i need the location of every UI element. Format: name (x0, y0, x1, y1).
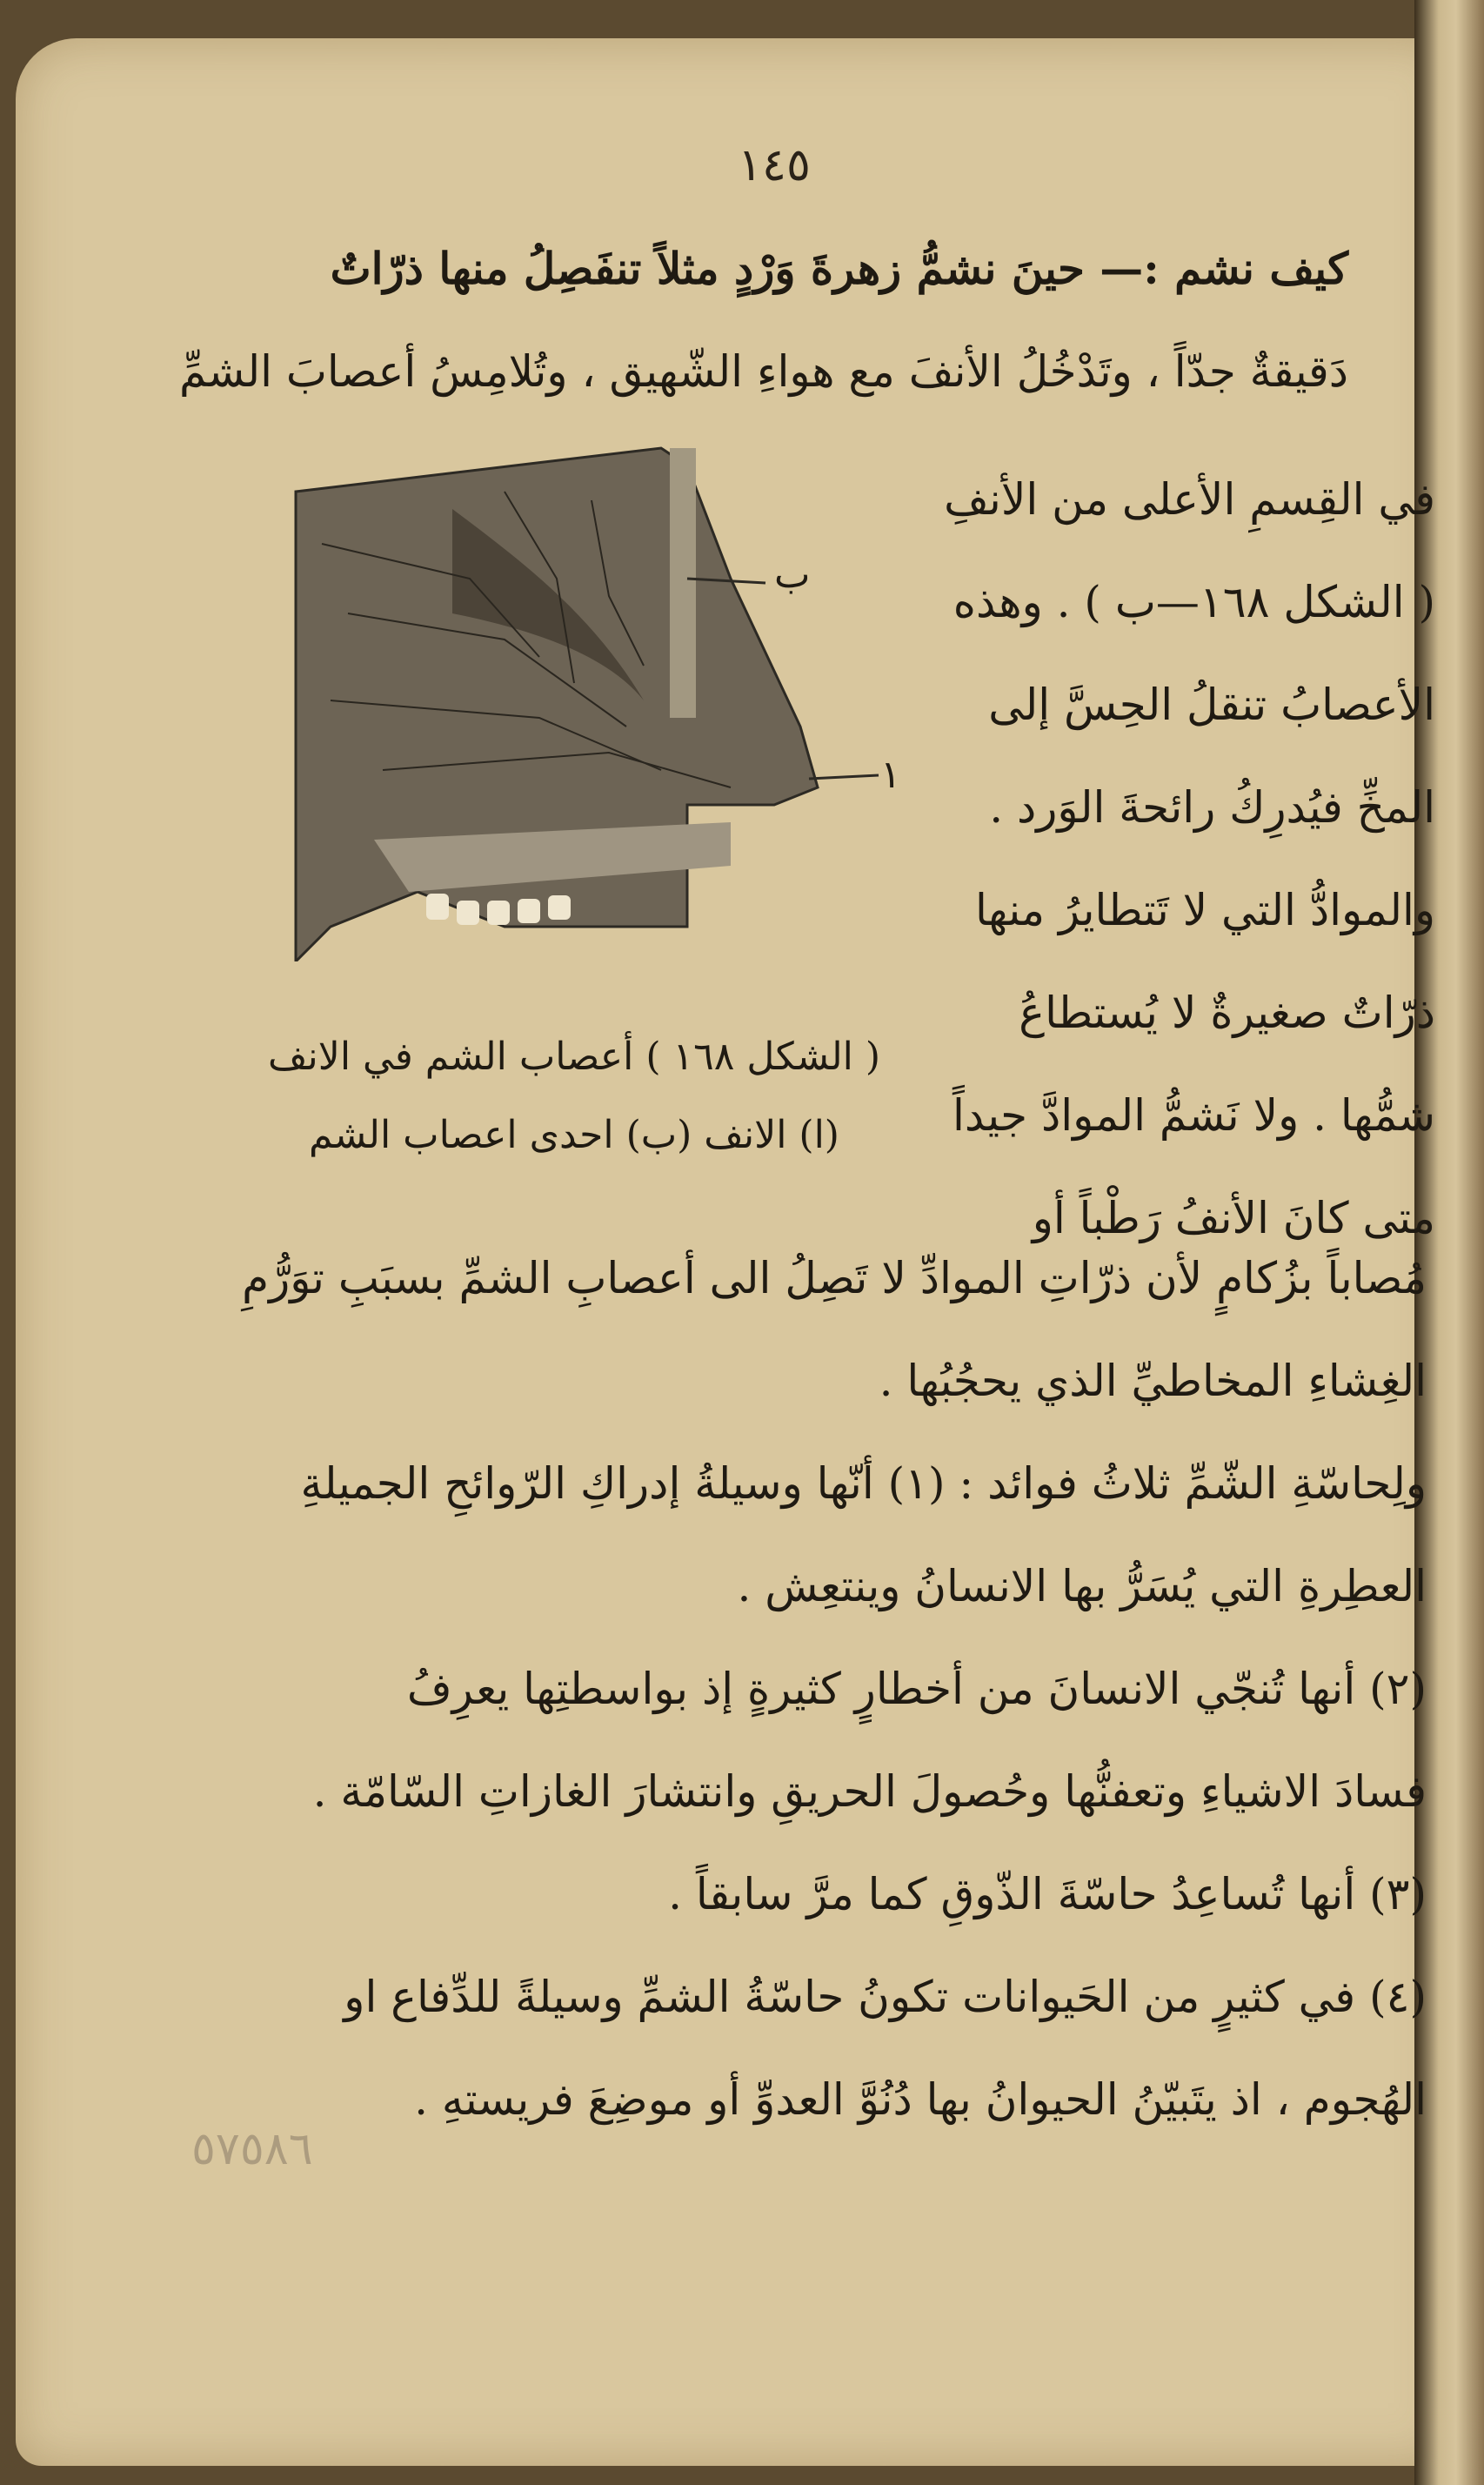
text-line: الهُجوم ، اذ يتَبيّنُ الحيوانُ بها دُنُوَّ العدوِّ أو موضِعَ فريستهِ . (414, 2074, 1427, 2125)
text-line: ذرّاتٌ صغيرةٌ لا يُستطاعُ (1019, 988, 1435, 1038)
text-line: المخِّ فيُدرِكُ رائحةَ الوَرد . (989, 782, 1435, 833)
text-line: العطِرةِ التي يُسَرُّ بها الانسانُ وينتعِش . (737, 1561, 1427, 1611)
text-line: الغِشاءِ المخاطيِّ الذي يحجُبُها . (879, 1356, 1427, 1406)
page-number: ١٤٥ (738, 139, 811, 191)
text-line: والموادُّ التي لا تَتطايرُ منها (974, 885, 1435, 935)
text-line: شمُّها . ولا نَشمُّ الموادَّ جيداً (952, 1090, 1435, 1141)
text-line: ( الشكل ١٦٨—ب ) . وهذه (953, 577, 1435, 627)
text-line: فسادَ الاشياءِ وتعفنُّها وحُصولَ الحريقِ وانتشارَ الغازاتِ السّامّة . (312, 1766, 1427, 1817)
text-line: (٤) في كثيرٍ من الحَيوانات تكونُ حاسّةُ الشمِّ وسيلةً للدِّفاع او (344, 1972, 1427, 2022)
paragraph-top (178, 218, 1348, 423)
text-line: (٣) أنها تُساعِدُ حاسّةَ الذّوقِ كما مرَّ سابقاً . (668, 1869, 1427, 1919)
library-stamp: ٥٧٥٨٦ (191, 2123, 313, 2175)
paragraph-bottom (200, 1227, 1427, 2151)
figure-label-a: ١ (880, 753, 901, 797)
text-line: كيف نشم :— حينَ نشمُّ زهرةَ وَرْدٍ مثلاً تنفَصِلُ منها ذرّاتٌ (330, 243, 1348, 294)
figure-caption (261, 1018, 887, 1175)
text-line: في القِسمِ الأعلى من الأنفِ (944, 474, 1435, 525)
caption-line: (ا) الانف (ب) احدى اعصاب الشم (309, 1113, 839, 1157)
figure-label-b: ب (774, 553, 811, 597)
text-line: مُصاباً بزُكامٍ لأن ذرّاتِ الموادِّ لا تَصِلُ الى أعصابِ الشمِّ بسبَبِ توَرُّمِ (242, 1253, 1427, 1303)
text-line: ولِحاسّةِ الشّمِّ ثلاثُ فوائد : (١) أنّها وسيلةُ إدراكِ الرّوائحِ الجميلةِ (300, 1458, 1427, 1509)
caption-line: ( الشكل ١٦٨ ) أعصاب الشم في الانف (267, 1035, 881, 1079)
text-line: متى كانَ الأنفُ رَطْباً أو (1032, 1193, 1435, 1243)
text-line: الأعصابُ تنقلُ الحِسَّ إلى (988, 680, 1435, 730)
text-line: (٢) أنها تُنجّي الانسانَ من أخطارٍ كثيرةٍ إذ بواسطتِها يعرِفُ (406, 1664, 1427, 1714)
text-line: دَقيقةٌ جدّاً ، وتَدْخُلُ الأنفَ مع هواءِ الشّهيق ، وتُلامِسُ أعصابَ الشمِّ (178, 346, 1348, 397)
nose-cross-section-illustration (278, 439, 905, 961)
paragraph-side (913, 448, 1435, 1269)
